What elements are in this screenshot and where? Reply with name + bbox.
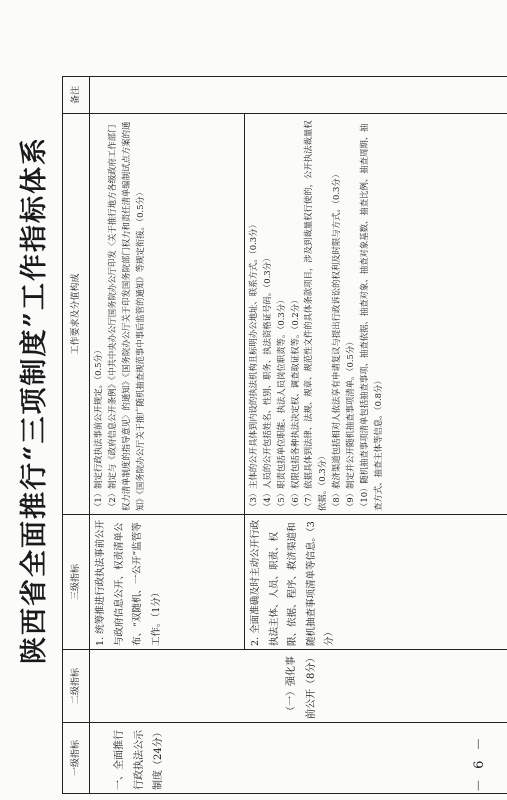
indicator-table [62,76,507,794]
cell-level3-item1: 1. 统筹推进行政执法事前公开与政府信息公开、权责清单公布、“双随机、一公开”监管等工作。（1分） [90,515,245,650]
document-title: 陕西省全面推行“三项制度”工作指标体系 [19,135,50,665]
requirement-item: （1）制定行政执法事前公开规定。（0.5分） [93,345,103,511]
header-notes: 备注 [63,77,90,114]
header-level1: 一级指标 [63,723,90,794]
cell-level2: （一）强化事前公开（8分） [90,650,507,723]
requirement-item: （6）权限包括各种执法决定权、调查取证权等。（0.2分） [289,295,300,511]
requirement-item: （7）依据具体到法律、法规、规章、规范性文件的具体条款项目，涉及到裁量权行使的，公开执法裁量权依据。（0.3分） [303,120,328,511]
requirement-item: （8）救济渠道包括相对人依法享有申请复议与提出行政诉讼的权利及时限与方式。（0.3分） [331,169,342,511]
requirement-item: （10）随机抽查事项清单包括抽查事项、抽查依据、抽查对象、抽查对象基数、抽查比例、抽查周期、抽查方式、抽查主体等信息。（0.8分） [358,123,383,511]
requirement-item: （3）主体的公开具体到内设的执法机构且标明办公地址、联系方式。（0.3分） [248,220,258,511]
cell-requirements-b [245,114,507,515]
header-level2: 二级指标 [63,650,90,723]
requirement-item: （9）制定并公开随机抽查事项清单。（0.5分） [345,337,356,511]
cell-requirements-a [90,114,245,515]
requirement-item: （5）职责包括单位职能、执法人员岗位职责等。（0.3分） [275,295,286,511]
cell-notes [90,77,507,114]
requirement-item: （2）制定与《政府信息公开条例》《中共中央办公厅国务院办公厅印发〈关于推行地方各级政府工作部门权力清单制度的指导意见〉的通知》《国务院办公厅关于印发国务院部门权力和责任清单编制试点方案的通知》《国务院办公厅关于推广随机抽查规范事中事后监管的通知》等规定衔接。（0.5分） [106,121,145,511]
header-level3: 三级指标 [63,515,90,650]
page-number: － 6 － [472,734,487,792]
requirement-item: （4）人员的公开包括姓名、性别、职务、执法资格证号码。（0.3分） [261,253,272,511]
table-row-a [90,77,245,794]
cell-level1: 一、全面推行行政执法公示制度（24分） [90,723,507,794]
header-requirements: 工作要求及分值构成 [63,114,90,515]
cell-level3-item2: 2. 全面准确及时主动公开行政执法主体、人员、职责、权限、依据、程序、救济渠道和随机抽查事项清单等信息。（3分） [245,515,507,650]
table-header-row [63,77,90,794]
